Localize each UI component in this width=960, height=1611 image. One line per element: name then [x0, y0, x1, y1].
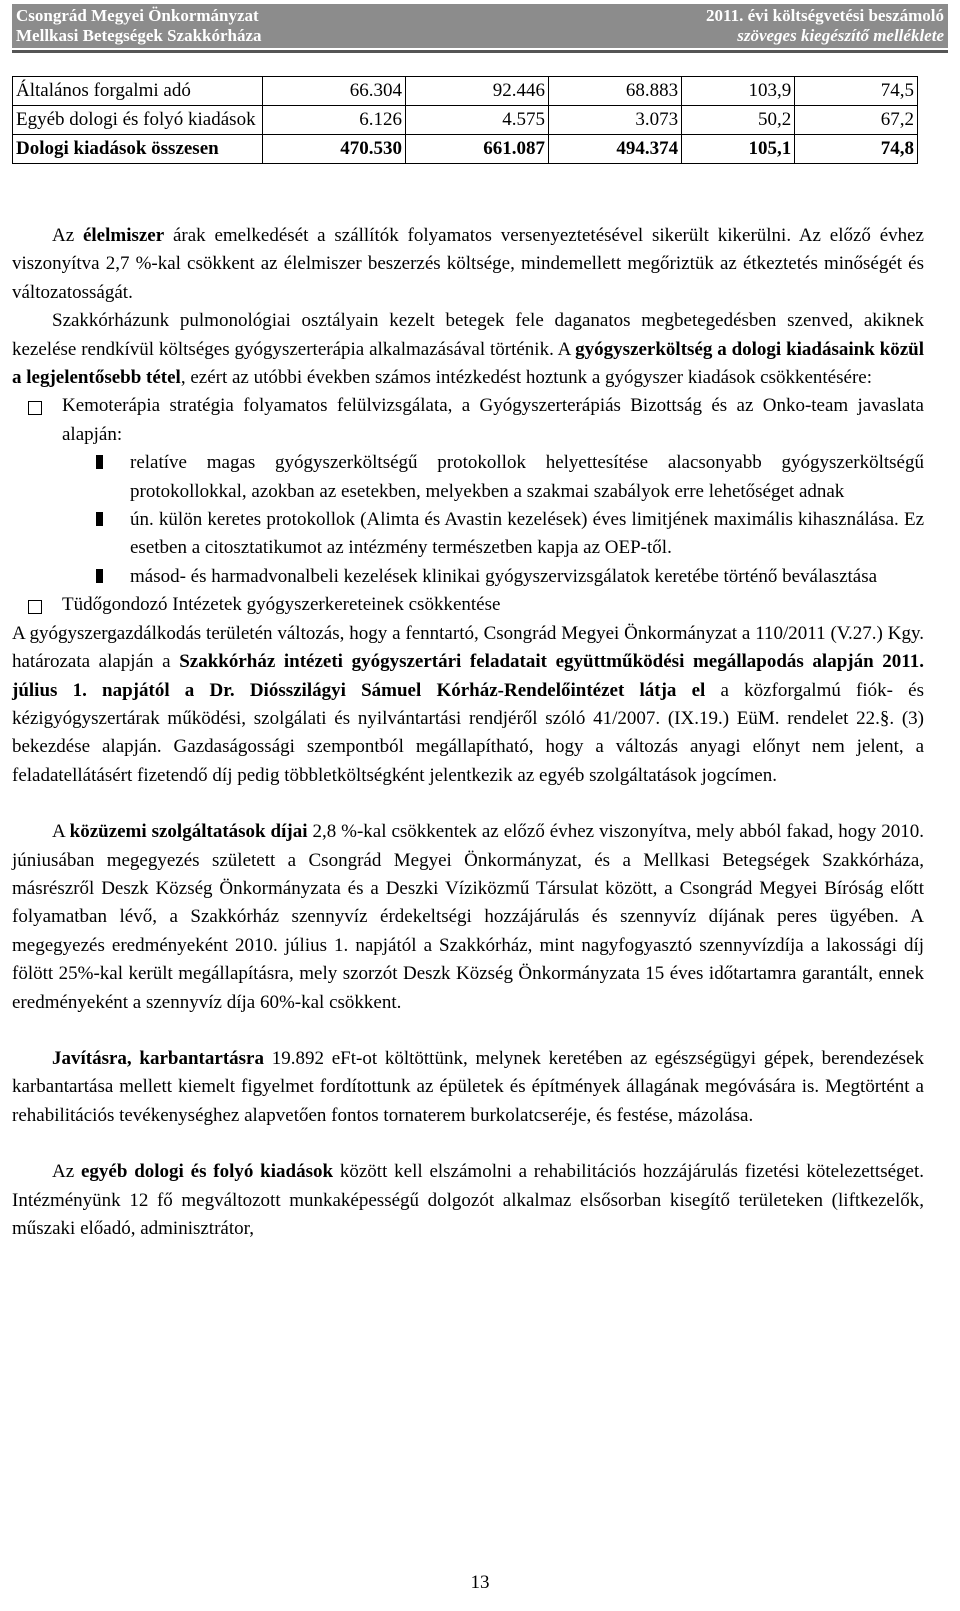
header-divider [12, 50, 948, 53]
table-cell: 661.087 [406, 135, 549, 164]
table-cell: 67,2 [795, 106, 918, 135]
row-label: Egyéb dologi és folyó kiadások [13, 106, 263, 135]
list-item-text: relatíve magas gyógyszerköltségű protokollok helyettesítése alacsonyabb gyógyszerköltségű protokollokkal, azokban az esetekben, melyekben a szakmai szabályok erre lehetőséget adnak [130, 452, 924, 502]
table-cell: 4.575 [406, 106, 549, 135]
paragraph-utilities [12, 818, 924, 1017]
header-report-title: 2011. évi költségvetési beszámoló [706, 6, 944, 25]
paragraph-medicine [12, 307, 924, 392]
table-cell: 74,5 [795, 77, 918, 106]
list-item-text: Kemoterápia stratégia folyamatos felülvizsgálata, a Gyógyszerterápiás Bizottság és az Onko-team javaslata alapján: [62, 395, 924, 445]
text-run: A [52, 821, 70, 843]
page-number: 13 [470, 1572, 490, 1593]
text-run: között kell elszámolni a rehabilitációs hozzájárulás fizetési kötelezettséget. Intézményünk 12 fő megváltozott munkaképességű dolgozót alkalmaz elsősorban kisegítő területeken (liftkezelők, műszaki előadó, adminisztrátor, [12, 1161, 925, 1239]
header-right [706, 6, 944, 46]
list-item [28, 591, 924, 619]
emphasis: élelmiszer [82, 225, 165, 246]
text-run: Szakkórházunk pulmonológiai osztályain kezelt betegek fele daganatos megbetegedésben szenved, akiknek kezelése rendkívül költséges gyógyszerterápia alkalmazásával történik. A [12, 310, 924, 360]
paragraph-pharmacy [12, 620, 924, 790]
table-cell: 92.446 [406, 77, 549, 106]
table-cell: 470.530 [263, 135, 406, 164]
emphasis: Javításra, karbantartásra [52, 1047, 264, 1069]
emphasis: gyógyszerköltség a dologi kiadásaink közül a legjelentősebb tétel [12, 338, 924, 389]
text-run: , ezért az utóbbi években számos intézkedést hoztunk a gyógyszer kiadások csökkentésére: [180, 367, 872, 389]
text-run: a közforgalmú fiók- és kézigyógyszertárak működési, szolgálati és nyilvántartási rendjéről szóló 41/2007. (IX.19.) EüM. rendelet 22.§. (3) bekezdése alapján. Gazdaságossági szempontból megállapítható, hogy a változás anyagi előnyt nem jelent, a feladatellátásért fizetendő díj pedig többletköltségként jelentkezik az egyéb szolgáltatások jogcímen. [12, 679, 924, 786]
emphasis: egyéb dologi és folyó kiadások [80, 1161, 334, 1183]
square-bullet-icon [96, 512, 103, 526]
document-body [12, 222, 924, 1243]
paragraph-maintenance [12, 1045, 924, 1130]
table-cell: 103,9 [682, 77, 795, 106]
sub-list-item [96, 449, 924, 506]
paragraph-food [12, 222, 924, 307]
text-run: A gyógyszergazdálkodás területén változás, hogy a fenntartó, Csongrád Megyei Önkormányzat a 110/2011 (V.27.) Kgy. határozata alapján a [12, 622, 924, 673]
list-item-text: másod- és harmadvonalbeli kezelések klinikai gyógyszervizsgálatok keretébe történő beválasztása [130, 565, 878, 587]
text-run: Az [52, 1161, 81, 1183]
row-label: Általános forgalmi adó [13, 77, 263, 106]
text-run: 2,8 %-kal csökkentek az előző évhez viszonyítva, mely abból fakad, hogy 2010. júniusában megegyezés született a Csongrád Megyei Önkormányzat, és a Mellkasi Betegségek Szakkórháza, másrészről Deszk Község Önkormányzata és a Deszki Víziközmű Társulat között, a Csongrád Megyei Bíróság előtt folyamatban lévő, a Szakkórház szennyvíz érdekeltségi hozzájárulás és szennyvíz díjának peres ügyében. A megegyezés eredményeként 2010. július 1. napjától a Szakkórház, mint nagyfogyasztó szennyvízdíja a lakossági díj fölött 25%-kal került megállapításra, mely szorzót Deszk Község Önkormányzata 15 éves időtartamra garantált, ennek eredményeként a szennyvíz díja 60%-kal csökkent. [12, 821, 924, 1013]
cost-table [12, 76, 918, 164]
table-cell: 68.883 [548, 77, 681, 106]
checkbox-bullet-icon [28, 401, 42, 415]
table-cell: 3.073 [548, 106, 681, 135]
checkbox-bullet-icon [28, 600, 42, 614]
spacer [12, 1017, 924, 1045]
list-item-text: Tüdőgondozó Intézetek gyógyszerkereteinek csökkentése [62, 594, 501, 616]
text-run: árak emelkedését a szállítók folyamatos versenyeztetésével sikerült kikerülni. Az előző évhez viszonyítva 2,7 %-kal csökkent az élelmiszer beszerzés költsége, mindemellett megőriztük az étkeztetés minőségét és változatosságát. [12, 225, 924, 303]
page-header [12, 4, 948, 48]
table-cell: 66.304 [263, 77, 406, 106]
table-cell: 50,2 [682, 106, 795, 135]
table-cell: 74,8 [795, 135, 918, 164]
table-cell: 494.374 [548, 135, 681, 164]
sub-list-item [96, 563, 924, 591]
paragraph-other-costs [12, 1158, 924, 1243]
spacer [12, 1130, 924, 1158]
sub-list-item [96, 506, 924, 563]
table-row [13, 106, 918, 135]
list-item-text: ún. külön keretes protokollok (Alimta és Avastin kezelések) éves limitjének maximális kihasználása. Ez esetben a citosztatikumot az intézmény természetben kapja az OEP-től. [130, 509, 924, 559]
row-label: Dologi kiadások összesen [13, 135, 263, 164]
table-total-row [13, 135, 918, 164]
header-hospital: Mellkasi Betegségek Szakkórháza [16, 26, 262, 45]
header-left [16, 6, 262, 46]
table-cell: 105,1 [682, 135, 795, 164]
text-run: Az [52, 225, 83, 246]
table-row [13, 77, 918, 106]
header-org: Csongrád Megyei Önkormányzat [16, 6, 259, 25]
list-item [28, 392, 924, 449]
table-cell: 6.126 [263, 106, 406, 135]
text-run: 19.892 eFt-ot költöttünk, melynek keretében az egészségügyi gépek, berendezések karbantartása mellett kiemelt figyelmet fordítottunk az épületek és építmények állagának megóvására is. Megtörtént a rehabilitációs tevékenységhez alapvetően fontos tornaterem burkolatcseréje, és festése, mázolása. [12, 1047, 924, 1126]
emphasis: Szakkórház intézeti gyógyszertári feladatait együttműködési megállapodás alapján 2011. július 1. napjától a Dr. Diósszilágyi Sámuel Kórház-Rendelőintézet látja el [12, 651, 924, 701]
square-bullet-icon [96, 569, 103, 583]
square-bullet-icon [96, 455, 103, 469]
spacer [12, 790, 924, 818]
header-report-subtitle: szöveges kiegészítő melléklete [737, 26, 944, 45]
emphasis: közüzemi szolgáltatások díjai [69, 821, 308, 843]
